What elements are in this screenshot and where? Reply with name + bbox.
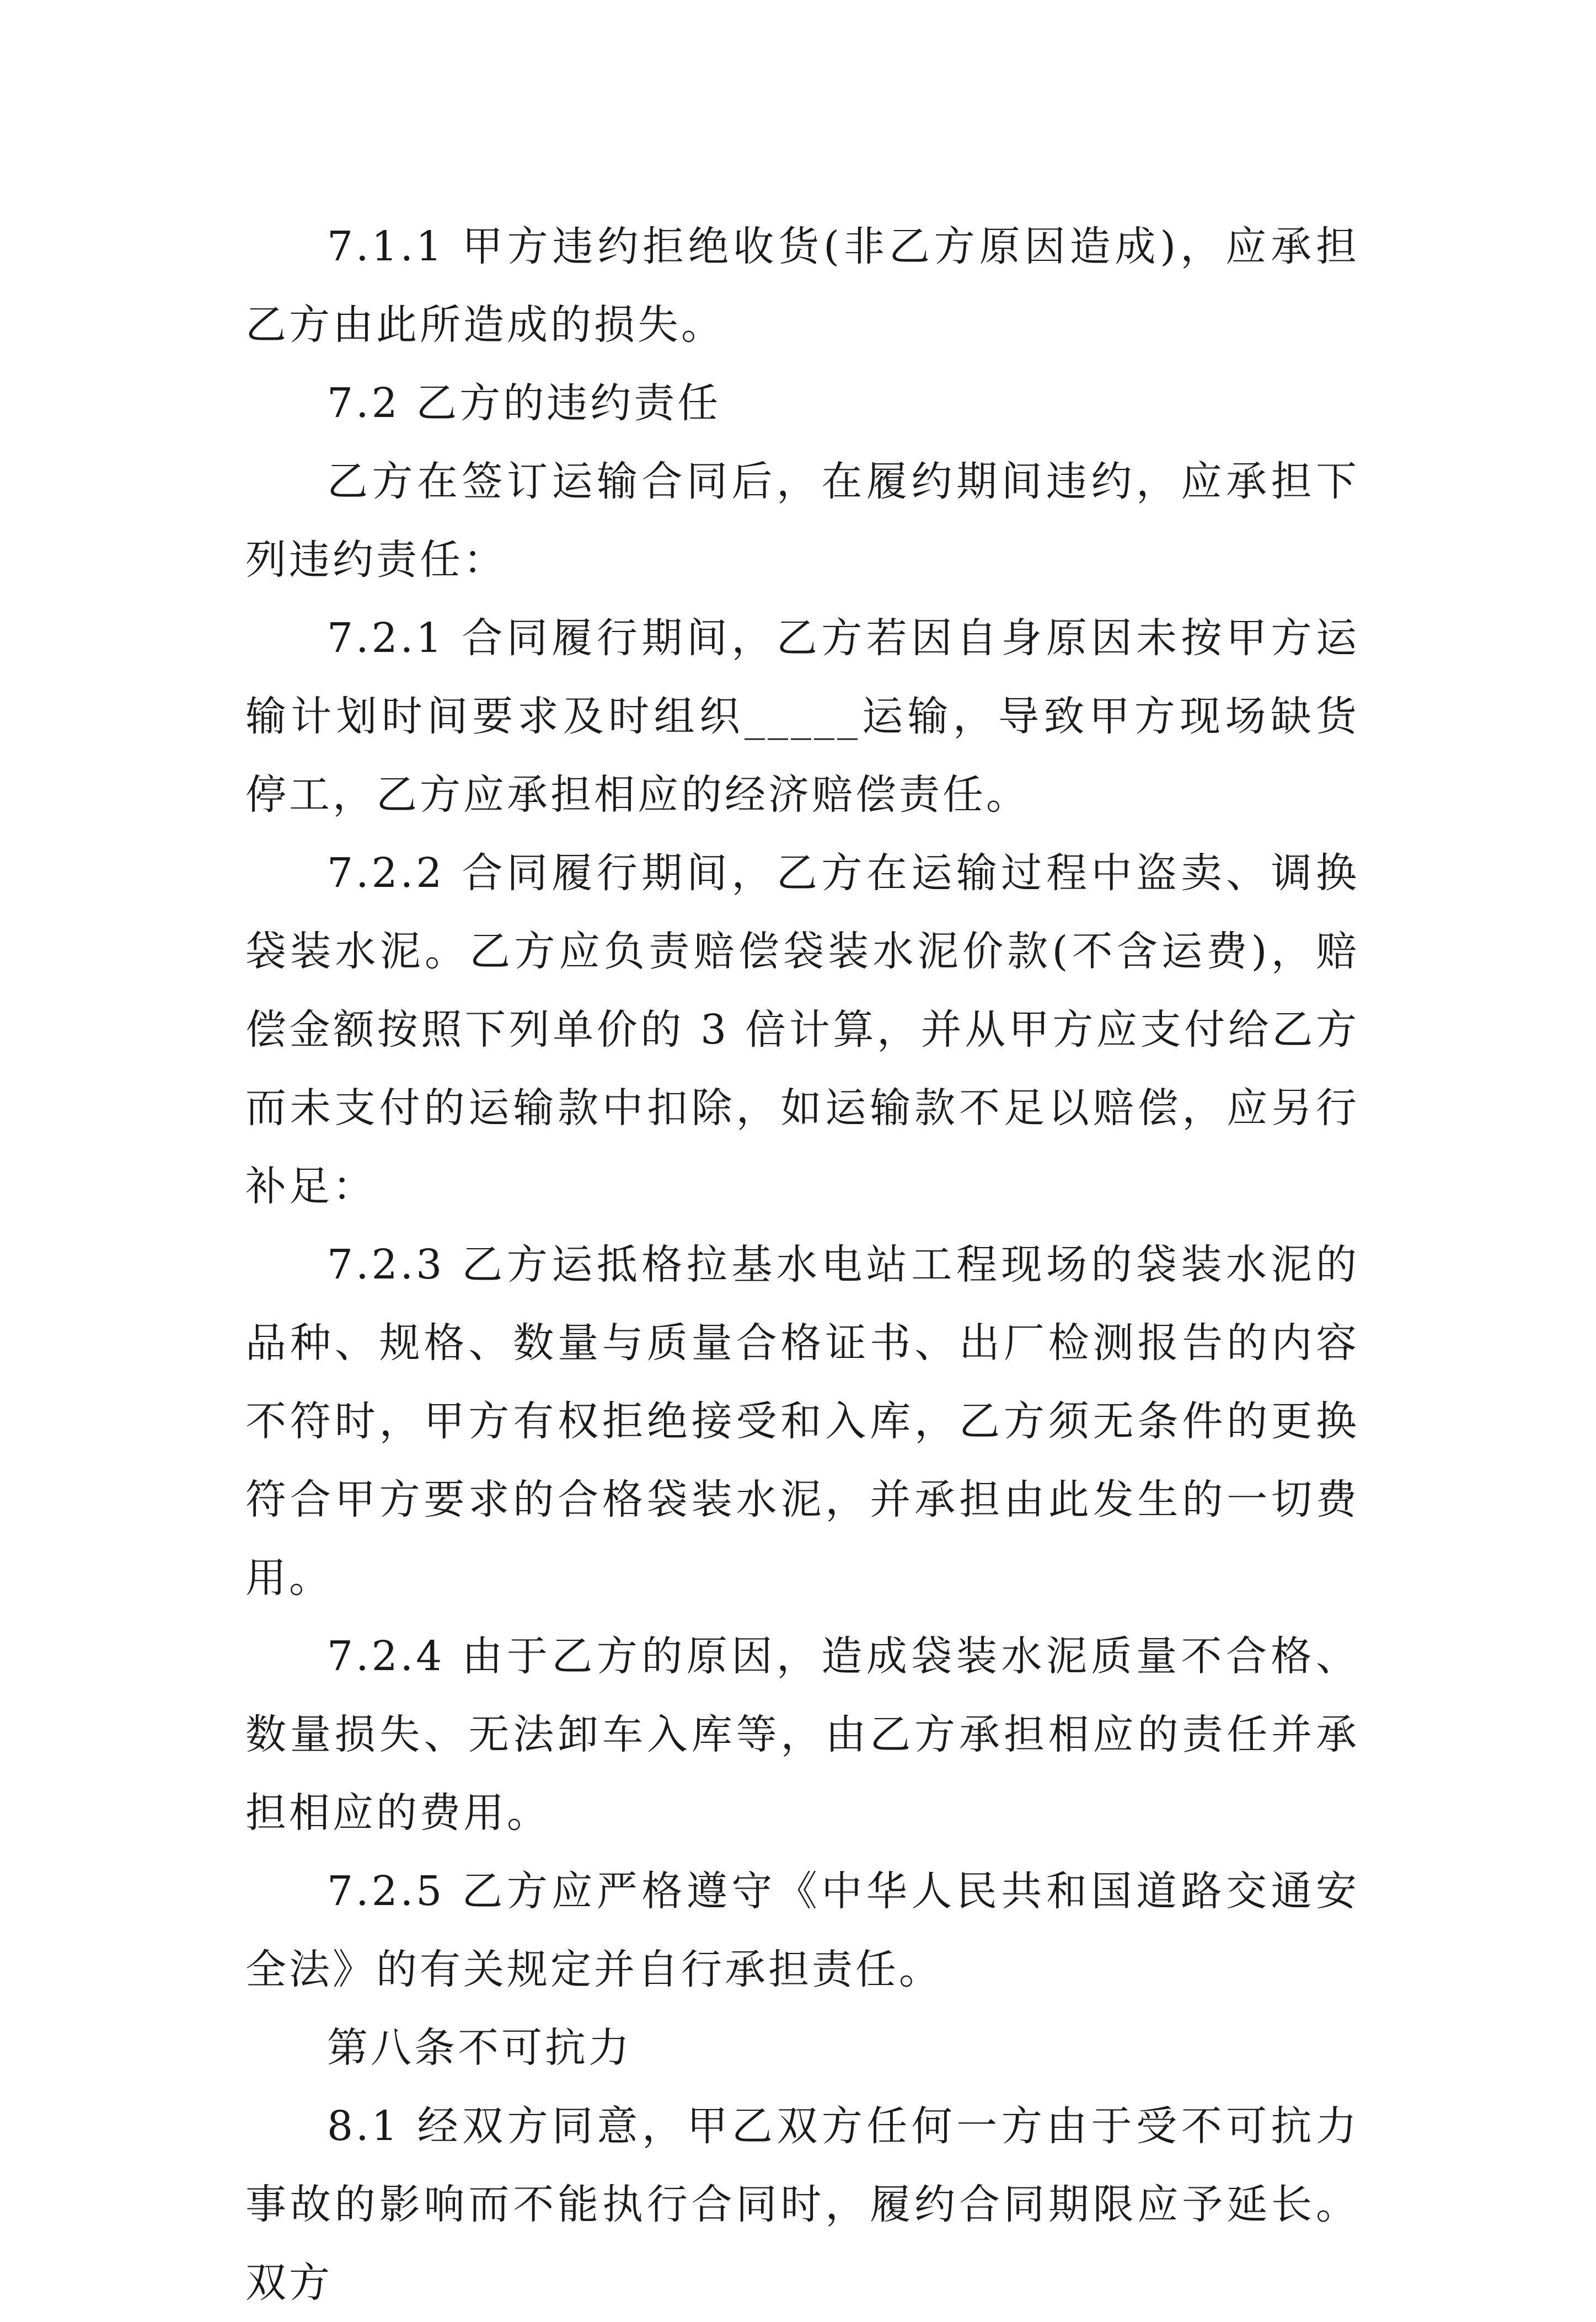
paragraph-7-2-intro: 乙方在签订运输合同后，在履约期间违约，应承担下列违约责任： (245, 458, 1359, 584)
paragraph-8-1: 8.1 经双方同意，甲乙双方任何一方由于受不可抗力事故的影响而不能执行合同时，履约合同期限应予延长。双方 (245, 2102, 1359, 2307)
paragraph-7-2-4: 7.2.4 由于乙方的原因，造成袋装水泥质量不合格、数量损失、无法卸车入库等，由乙方承担相应的责任并承担相应的费用。 (245, 1633, 1359, 1837)
heading-article-8: 第八条不可抗力 (327, 2024, 632, 2072)
paragraph-7-2-5: 7.2.5 乙方应严格遵守《中华人民共和国道路交通安全法》的有关规定并自行承担责任。 (245, 1868, 1359, 1993)
paragraph-7-1-1: 7.1.1 甲方违约拒绝收货(非乙方原因造成)，应承担乙方由此所造成的损失。 (245, 223, 1359, 349)
heading-7-2: 7.2 乙方的违约责任 (327, 379, 721, 427)
paragraph-7-2-2: 7.2.2 合同履行期间，乙方在运输过程中盗卖、调换袋装水泥。乙方应负责赔偿袋装水泥价款(不含运费)，赔偿金额按照下列单价的 3 倍计算，并从甲方应支付给乙方而未支付的运输款中扣除，如运输款不足以赔偿，应另行补足： (245, 849, 1359, 1210)
document-body (245, 207, 1359, 2322)
paragraph-7-2-3: 7.2.3 乙方运抵格拉基水电站工程现场的袋装水泥的品种、规格、数量与质量合格证书、出厂检测报告的内容不符时，甲方有权拒绝接受和入库，乙方须无条件的更换符合甲方要求的合格袋装水泥，并承担由此发生的一切费用。 (245, 1241, 1359, 1602)
paragraph-7-2-1: 7.2.1 合同履行期间，乙方若因自身原因未按甲方运输计划时间要求及时组织_____运输，导致甲方现场缺货停工，乙方应承担相应的经济赔偿责任。 (245, 614, 1359, 818)
